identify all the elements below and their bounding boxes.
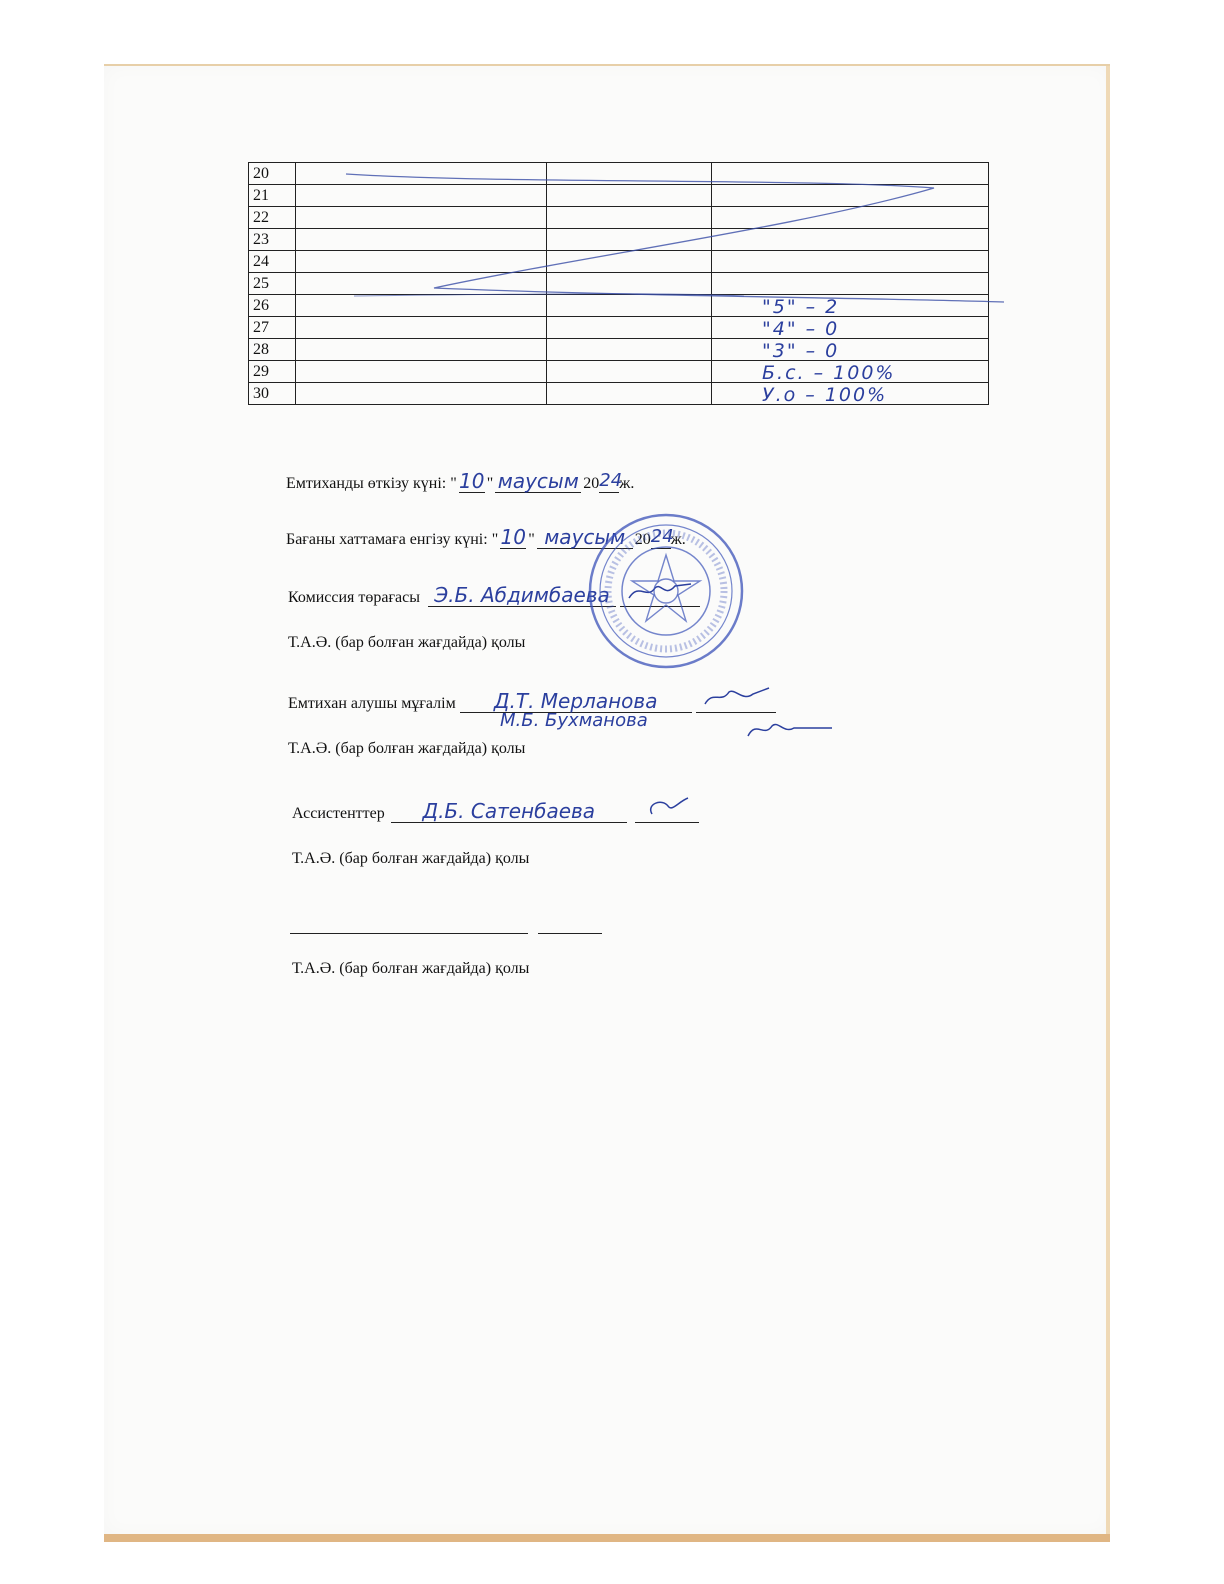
table-row <box>249 383 989 405</box>
signature-icon <box>642 796 692 818</box>
row-number: 24 <box>249 251 296 273</box>
grade-cell <box>712 361 989 383</box>
row-number: 30 <box>249 383 296 405</box>
row-number: 26 <box>249 295 296 317</box>
grade-cell <box>712 185 989 207</box>
student-id-cell <box>547 295 712 317</box>
row-number: 25 <box>249 273 296 295</box>
student-id-cell <box>547 383 712 405</box>
entry-date-year-suffix: 24 <box>650 526 674 547</box>
blank-name-line <box>290 932 528 934</box>
student-name-cell <box>296 339 547 361</box>
chair-fio-line <box>288 634 525 652</box>
teacher-label: Емтихан алушы мұғалім <box>288 695 456 712</box>
student-id-cell <box>547 317 712 339</box>
grade-cell <box>712 295 989 317</box>
grade-cell <box>712 207 989 229</box>
handwritten-summary: "3" – 0 <box>762 340 840 362</box>
assistants-line <box>292 796 701 823</box>
document-page <box>104 64 1110 1542</box>
entry-date-label: Бағаны хаттамаға енгізу күні: " <box>286 531 499 548</box>
exam-date-year-prefix: 20 <box>583 475 600 492</box>
chair-name: Э.Б. Абдимбаева <box>428 584 616 607</box>
extra-fio-line <box>292 960 529 978</box>
table-row <box>249 229 989 251</box>
table-row <box>249 295 989 317</box>
row-number: 28 <box>249 339 296 361</box>
teacher-fio-line <box>288 740 525 758</box>
exam-date-day: 10 <box>459 469 485 493</box>
student-name-cell <box>296 361 547 383</box>
handwritten-summary: "4" – 0 <box>762 318 840 340</box>
assistants-fio-line <box>292 850 529 868</box>
grade-cell <box>712 339 989 361</box>
grade-cell <box>712 273 989 295</box>
exam-date-month: маусым <box>495 470 581 493</box>
exam-date-line <box>286 470 634 493</box>
teacher-name-2: М.Б. Бухманова <box>500 710 648 731</box>
student-id-cell <box>547 361 712 383</box>
teacher-name-1: Д.Т. Мерланова <box>460 690 692 713</box>
row-number: 23 <box>249 229 296 251</box>
grade-cell <box>712 251 989 273</box>
signature-icon <box>701 686 771 708</box>
assistants-fio-label: Т.А.Ә. (бар болған жағдайда) қолы <box>292 850 530 867</box>
table-row <box>249 251 989 273</box>
assistants-label: Ассистенттер <box>292 805 385 822</box>
student-name-cell <box>296 295 547 317</box>
entry-date-month: маусым <box>537 526 633 549</box>
table-row <box>249 273 989 295</box>
assistants-name: Д.Б. Сатенбаева <box>391 800 627 823</box>
entry-date-year-end: ж. <box>670 531 686 548</box>
student-name-cell <box>296 273 547 295</box>
row-number: 20 <box>249 163 296 185</box>
table-row <box>249 207 989 229</box>
student-name-cell <box>296 383 547 405</box>
chair-fio-label: Т.А.Ә. (бар болған жағдайда) қолы <box>288 634 526 651</box>
blank-signature-line <box>538 932 602 934</box>
extra-fio-label: Т.А.Ә. (бар болған жағдайда) қолы <box>292 960 530 977</box>
exam-date-year-end: ж. <box>619 475 635 492</box>
student-name-cell <box>296 163 547 185</box>
handwritten-summary: Б.с. – 100% <box>762 362 896 384</box>
student-name-cell <box>296 251 547 273</box>
grade-cell <box>712 229 989 251</box>
exam-date-label: Емтиханды өткізу күні: " <box>286 475 457 492</box>
student-id-cell <box>547 207 712 229</box>
row-number: 29 <box>249 361 296 383</box>
table-row <box>249 317 989 339</box>
entry-date-year-prefix: 20 <box>634 531 651 548</box>
assistants-signature <box>635 796 699 823</box>
entry-date-day: 10 <box>500 525 526 549</box>
teacher-line <box>288 686 778 713</box>
row-number: 27 <box>249 317 296 339</box>
row-number: 21 <box>249 185 296 207</box>
table-row <box>249 361 989 383</box>
table-row <box>249 163 989 185</box>
row-number: 22 <box>249 207 296 229</box>
extra-signature-blanks <box>290 921 602 939</box>
grade-cell <box>712 317 989 339</box>
teacher-signature-2 <box>740 716 840 749</box>
student-id-cell <box>547 163 712 185</box>
table-row <box>249 339 989 361</box>
student-id-cell <box>547 229 712 251</box>
handwritten-summary: У.о – 100% <box>762 384 888 406</box>
signature-icon <box>740 716 840 744</box>
student-id-cell <box>547 185 712 207</box>
student-id-cell <box>547 273 712 295</box>
grade-cell <box>712 383 989 405</box>
chair-label: Комиссия төрағасы <box>288 589 420 606</box>
exam-date-year-suffix: 24 <box>599 470 623 491</box>
student-name-cell <box>296 317 547 339</box>
teacher-signature <box>696 686 776 713</box>
student-id-cell <box>547 251 712 273</box>
handwritten-summary: "5" – 2 <box>762 296 840 318</box>
student-id-cell <box>547 339 712 361</box>
student-name-cell <box>296 207 547 229</box>
student-name-cell <box>296 229 547 251</box>
table-row <box>249 185 989 207</box>
student-name-cell <box>296 185 547 207</box>
grade-cell <box>712 163 989 185</box>
grades-table <box>248 162 989 405</box>
exam-date-quote: " <box>486 475 494 492</box>
official-seal-icon <box>586 511 746 671</box>
teacher-fio-label: Т.А.Ә. (бар болған жағдайда) қолы <box>288 740 526 757</box>
entry-date-quote: " <box>528 531 535 548</box>
